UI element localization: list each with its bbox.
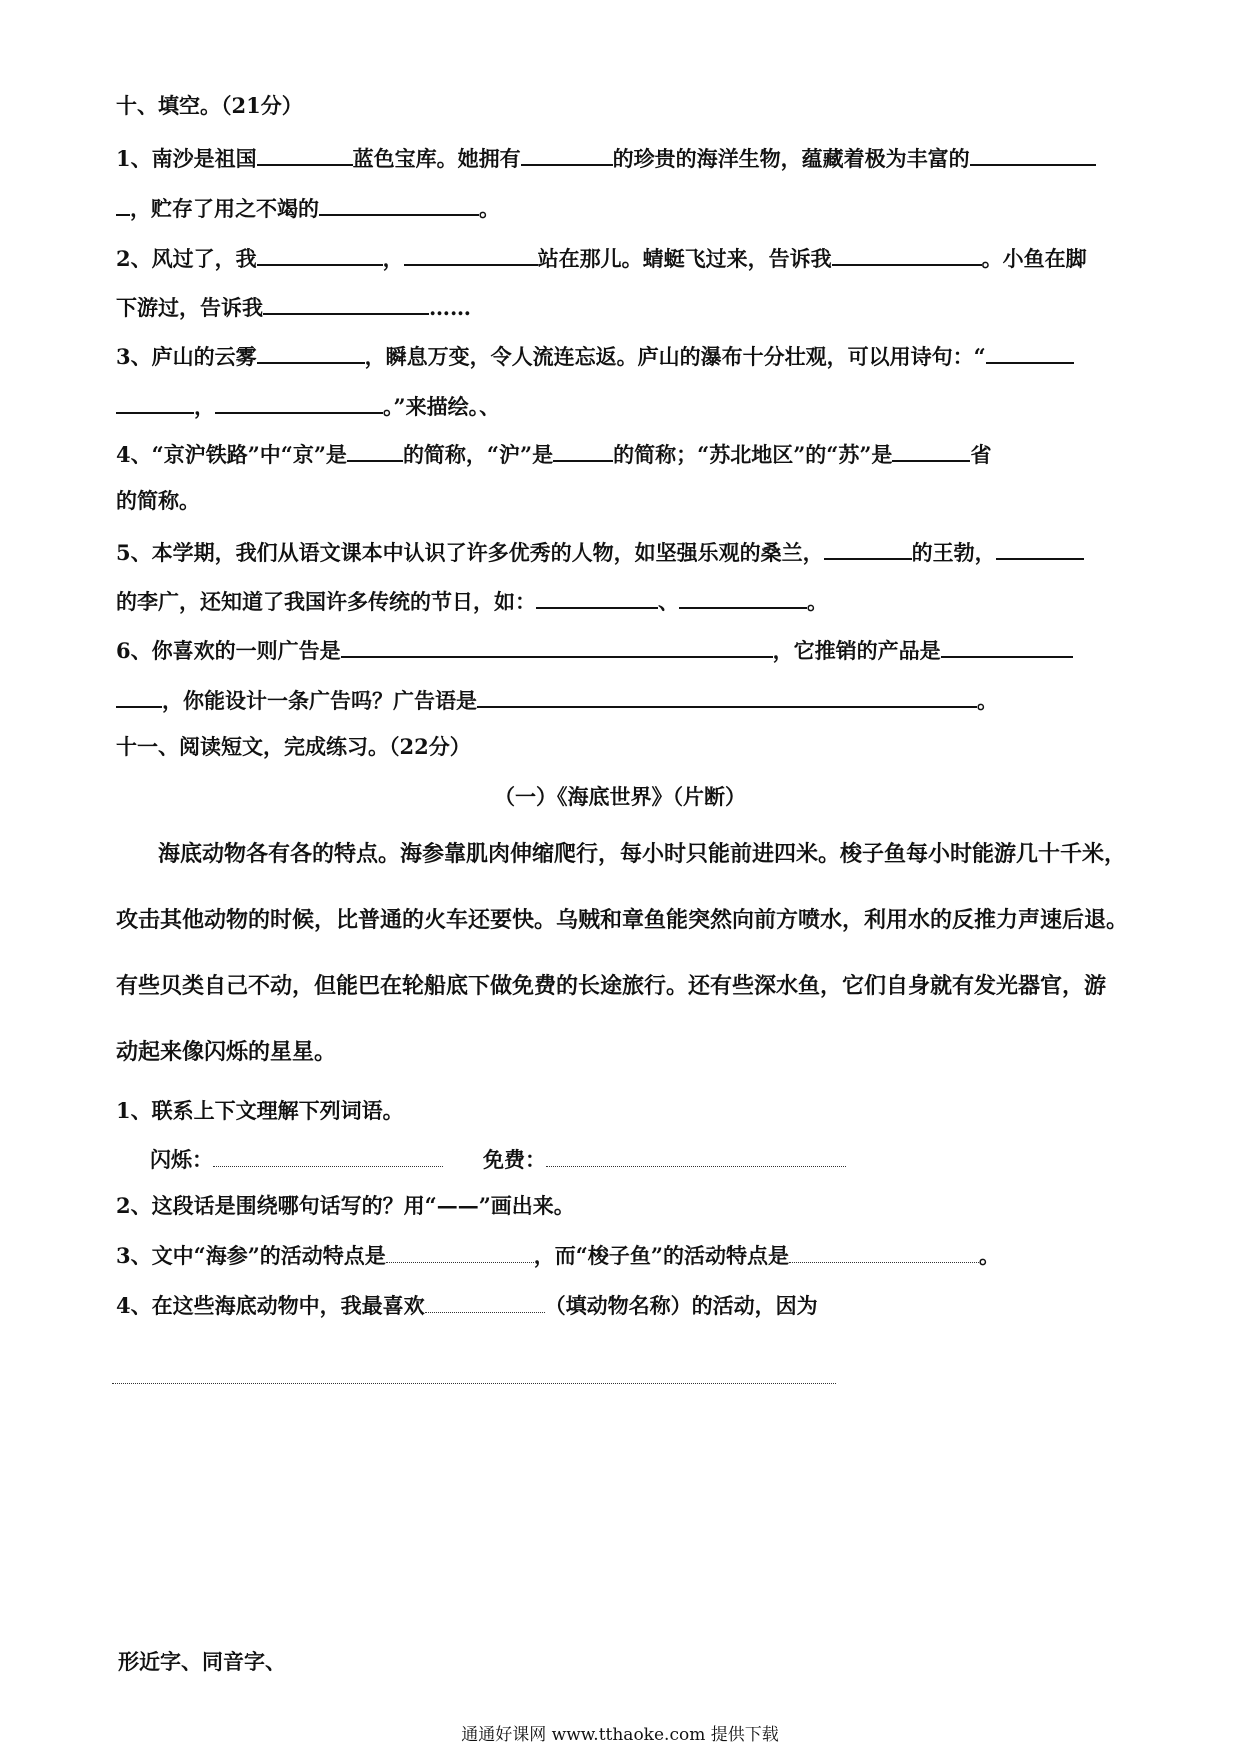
page-footer: 通通好课网 www.tthaoke.com 提供下载	[461, 1725, 779, 1745]
question-6-line-1: 6、你喜欢的一则广告是 ，它推销的产品是	[116, 634, 1073, 665]
question-3-line-1: 3、庐山的云雾 ，瞬息万变，令人流连忘返。庐山的瀑布十分壮观，可以用诗句：“	[116, 340, 1074, 371]
blank[interactable]	[215, 390, 383, 414]
blank[interactable]	[213, 1144, 443, 1167]
blank[interactable]	[257, 142, 353, 166]
question-6-line-2: ，你能设计一条广告吗？广告语是 。	[116, 684, 998, 715]
blank[interactable]	[970, 142, 1096, 166]
blank[interactable]	[553, 438, 613, 462]
passage-line: 动起来像闪烁的星星。	[116, 1040, 337, 1065]
reading-question-3: 3、文中“海参”的活动特点是 ，而“梭子鱼”的活动特点是 。	[116, 1240, 1000, 1270]
blank[interactable]	[832, 242, 982, 266]
blank[interactable]	[347, 438, 403, 462]
blank[interactable]	[116, 390, 194, 414]
blank[interactable]	[996, 536, 1084, 560]
question-2-line-1: 2、风过了，我 ， 站在那儿。蜻蜓飞过来，告诉我 。小鱼在脚	[116, 242, 1087, 273]
blank[interactable]	[789, 1240, 979, 1263]
passage-line: 海底动物各有各的特点。海参靠肌肉伸缩爬行，每小时只能前进四米。梭子鱼每小时能游几十千米，	[158, 842, 1127, 867]
reading-question-1-words: 闪烁： 免费：	[150, 1144, 846, 1174]
blank[interactable]	[116, 192, 130, 216]
question-3-line-2: ， 。”来描绘。、	[116, 390, 500, 421]
reading-question-4: 4、在这些海底动物中，我最喜欢 （填动物名称）的活动，因为	[116, 1290, 818, 1320]
section-10-title: 十、填空。（21分）	[116, 93, 303, 118]
reading-question-2: 2、这段话是围绕哪句话写的？用“——”画出来。	[116, 1193, 575, 1218]
blank[interactable]	[546, 1144, 846, 1167]
blank[interactable]	[386, 1240, 534, 1263]
blank[interactable]	[257, 242, 383, 266]
reading-question-1: 1、联系上下文理解下列词语。	[116, 1098, 404, 1123]
blank[interactable]	[425, 1290, 545, 1313]
blank[interactable]	[986, 340, 1074, 364]
question-2-line-2: 下游过，告诉我 ……	[116, 291, 471, 322]
blank[interactable]	[824, 536, 912, 560]
passage-line: 有些贝类自己不动，但能巴在轮船底下做免费的长途旅行。还有些深水鱼，它们自身就有发光器官，游	[116, 974, 1107, 999]
question-1-line-2: ，贮存了用之不竭的 。	[116, 192, 500, 223]
blank[interactable]	[341, 634, 773, 658]
note-text: 形近字、同音字、	[118, 1649, 286, 1674]
blank[interactable]	[257, 340, 365, 364]
answer-line[interactable]	[112, 1383, 836, 1384]
blank[interactable]	[404, 242, 538, 266]
passage-title: （一）《海底世界》（片断）	[494, 784, 746, 809]
question-4-line-2: 的简称。	[116, 488, 200, 513]
blank[interactable]	[319, 192, 479, 216]
blank[interactable]	[521, 142, 613, 166]
blank[interactable]	[116, 684, 162, 708]
blank[interactable]	[892, 438, 970, 462]
section-11-title: 十一、阅读短文，完成练习。（22分）	[116, 734, 471, 759]
question-1-line-1: 1、南沙是祖国 蓝色宝库。她拥有 的珍贵的海洋生物，蕴藏着极为丰富的	[116, 142, 1096, 173]
blank[interactable]	[941, 634, 1073, 658]
passage-line: 攻击其他动物的时候，比普通的火车还要快。乌贼和章鱼能突然向前方喷水，利用水的反推力声速后退。	[116, 908, 1129, 933]
question-5-line-1: 5、本学期，我们从语文课本中认识了许多优秀的人物，如坚强乐观的桑兰， 的王勃，	[116, 536, 1084, 567]
blank[interactable]	[679, 585, 807, 609]
blank[interactable]	[263, 291, 429, 315]
question-5-line-2: 的李广，还知道了我国许多传统的节日，如： 、 。	[116, 585, 828, 616]
blank[interactable]	[477, 684, 977, 708]
blank[interactable]	[536, 585, 658, 609]
question-4-line-1: 4、“京沪铁路”中“京”是 的简称，“沪”是 的简称；“苏北地区”的“苏”是 省	[116, 438, 991, 469]
